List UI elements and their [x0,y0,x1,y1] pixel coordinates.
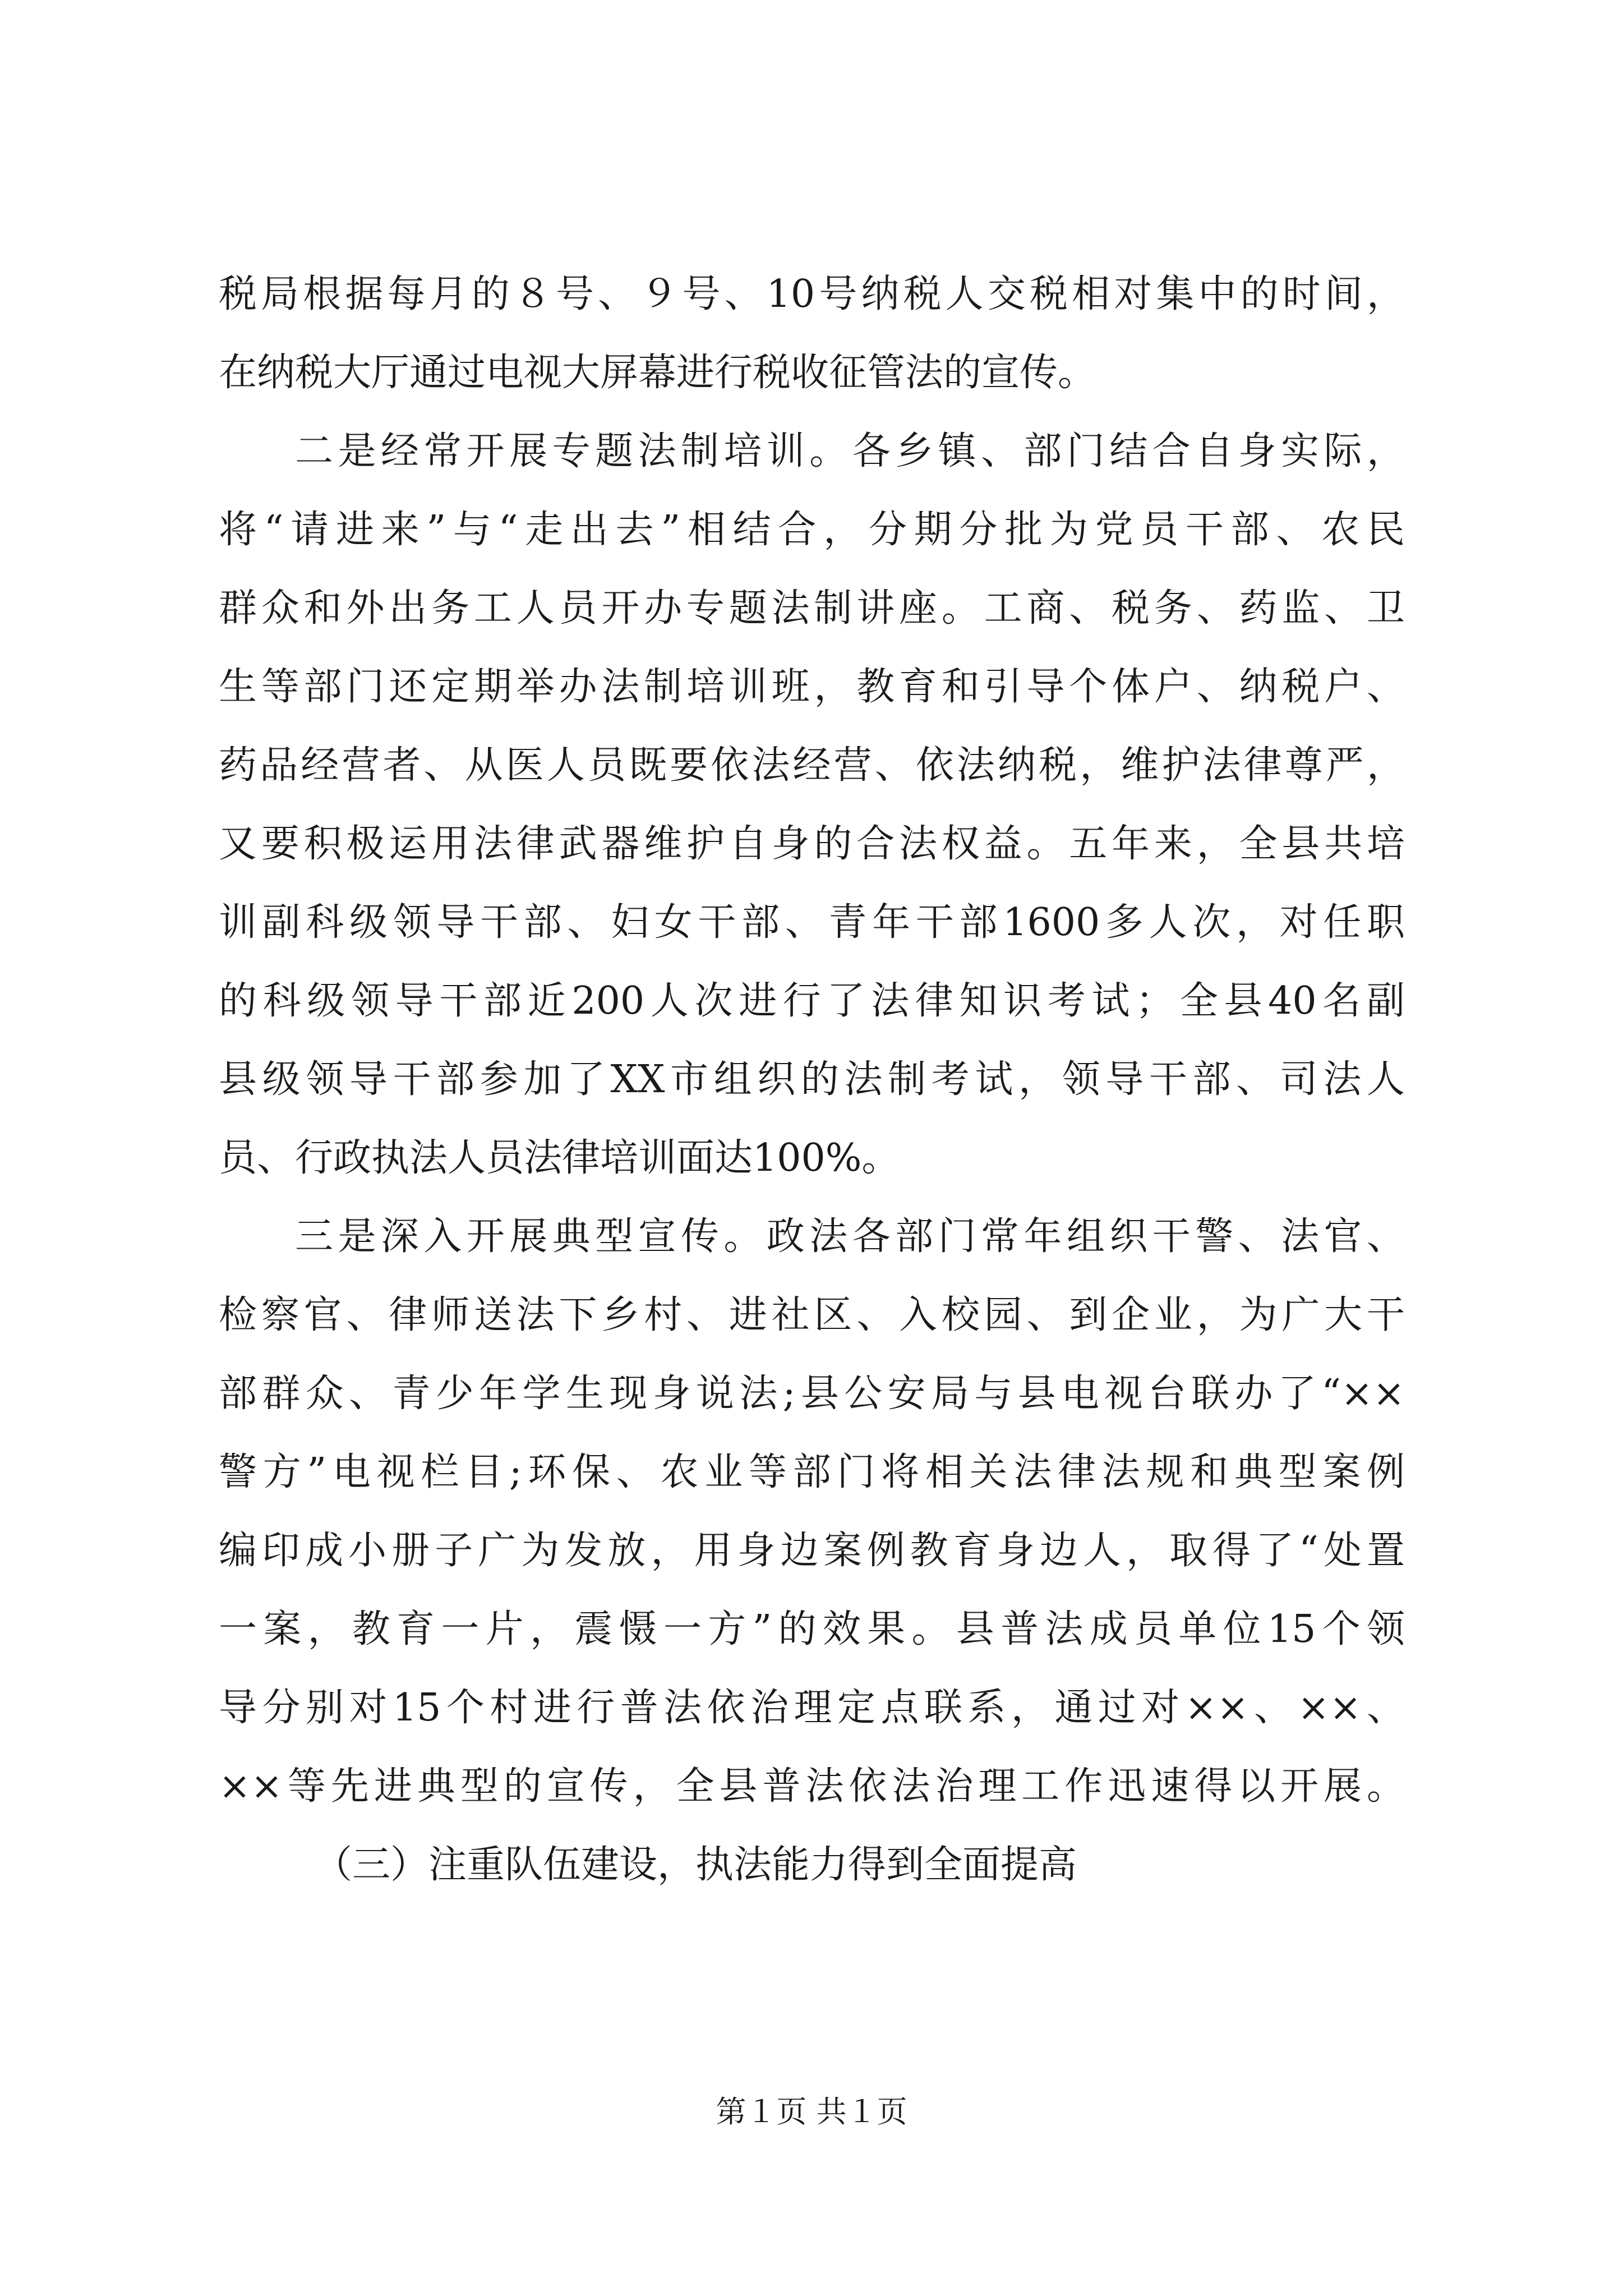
section-heading: （三）注重队伍建设，执法能力得到全面提高 [314,1843,1077,1887]
paragraph-line: 在纳税大厅通过电视大屏幕进行税收征管法的宣传。 [219,351,1096,395]
paragraph-line: 二是经常开展专题法制培训。各乡镇、部门结合自身实际， [295,429,1405,473]
paragraph-line: 警方”电视栏目;环保、农业等部门将相关法律法规和典型案例 [219,1450,1405,1494]
paragraph-line: 检察官、律师送法下乡村、进社区、入校园、到企业，为广大干 [219,1293,1405,1337]
paragraph-line: 导分别对15个村进行普法依治理定点联系，通过对××、××、 [219,1686,1405,1730]
paragraph-line: 又要积极运用法律武器维护自身的合法权益。五年来，全县共培 [219,822,1405,866]
page-footer: 第１页 共１页 [716,2094,907,2129]
paragraph-line: ××等先进典型的宣传，全县普法依法治理工作迅速得以开展。 [219,1764,1405,1809]
paragraph-line: 将“请进来”与“走出去”相结合，分期分批为党员干部、农民 [219,508,1405,552]
paragraph-line: 群众和外出务工人员开办专题法制讲座。工商、税务、药监、卫 [219,586,1405,631]
paragraph-line: 税局根据每月的８号、９号、10号纳税人交税相对集中的时间， [219,272,1405,316]
paragraph-line: 一案，教育一片，震慑一方”的效果。县普法成员单位15个领 [219,1607,1405,1651]
paragraph-line: 员、行政执法人员法律培训面达100%。 [219,1136,900,1180]
paragraph-line: 部群众、青少年学生现身说法;县公安局与县电视台联办了“×× [219,1372,1405,1416]
paragraph-line: 药品经营者、从医人员既要依法经营、依法纳税，维护法律尊严， [219,743,1405,788]
paragraph-line: 县级领导干部参加了XX市组织的法制考试，领导干部、司法人 [219,1057,1405,1102]
body-text [219,255,1405,1904]
paragraph-line: 三是深入开展典型宣传。政法各部门常年组织干警、法官、 [295,1214,1405,1259]
paragraph-line: 的科级领导干部近200人次进行了法律知识考试；全县40名副 [219,979,1405,1023]
paragraph-line: 编印成小册子广为发放，用身边案例教育身边人，取得了“处置 [219,1529,1405,1573]
paragraph-line: 训副科级领导干部、妇女干部、青年干部1600多人次，对任职 [219,900,1405,945]
paragraph-line: 生等部门还定期举办法制培训班，教育和引导个体户、纳税户、 [219,665,1405,709]
